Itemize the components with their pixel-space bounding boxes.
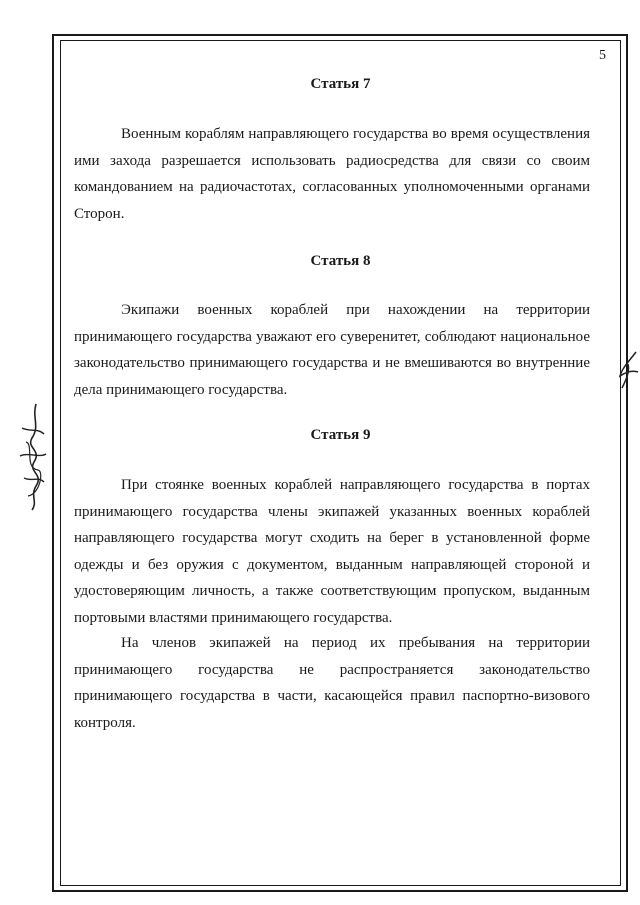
article-7-paragraph-1: Военным кораблям направляющего государства во время осуществления ими захода разрешается использовать радиосредства для связи со своим командованием на радиочастотах, согласованных уполномоченными органами Сторон. — [74, 126, 590, 222]
article-8-heading: Статья 8 — [310, 253, 371, 269]
article-7-heading: Статья 7 — [310, 76, 371, 92]
article-9-paragraph-1: При стоянке военных кораблей направляющего государства в портах принимающего государства члены экипажей указанных военных кораблей направляющего государства могут сходить на берег в установленной форме одежды и без оружия с документом, выданным направляющей стороной и удостоверяющим личность, а также соответствующим пропуском, выданным портовыми властями принимающего государства. — [74, 477, 590, 626]
handwritten-initials-right — [616, 350, 640, 390]
article-9-heading: Статья 9 — [310, 427, 371, 443]
article-9-paragraph-2: На членов экипажей на период их пребывания на территории принимающего государства не распространяется законодательство принимающего государства в части, касающейся правил паспортно-визового контроля. — [74, 635, 590, 731]
handwritten-initials-left — [14, 398, 50, 514]
page-number: 5 — [599, 48, 606, 63]
article-8-paragraph-1: Экипажи военных кораблей при нахождении на территории принимающего государства уважают его суверенитет, соблюдают национальное законодательство принимающего государства и не вмешиваются во внутренние дела принимающего государства. — [74, 302, 590, 398]
